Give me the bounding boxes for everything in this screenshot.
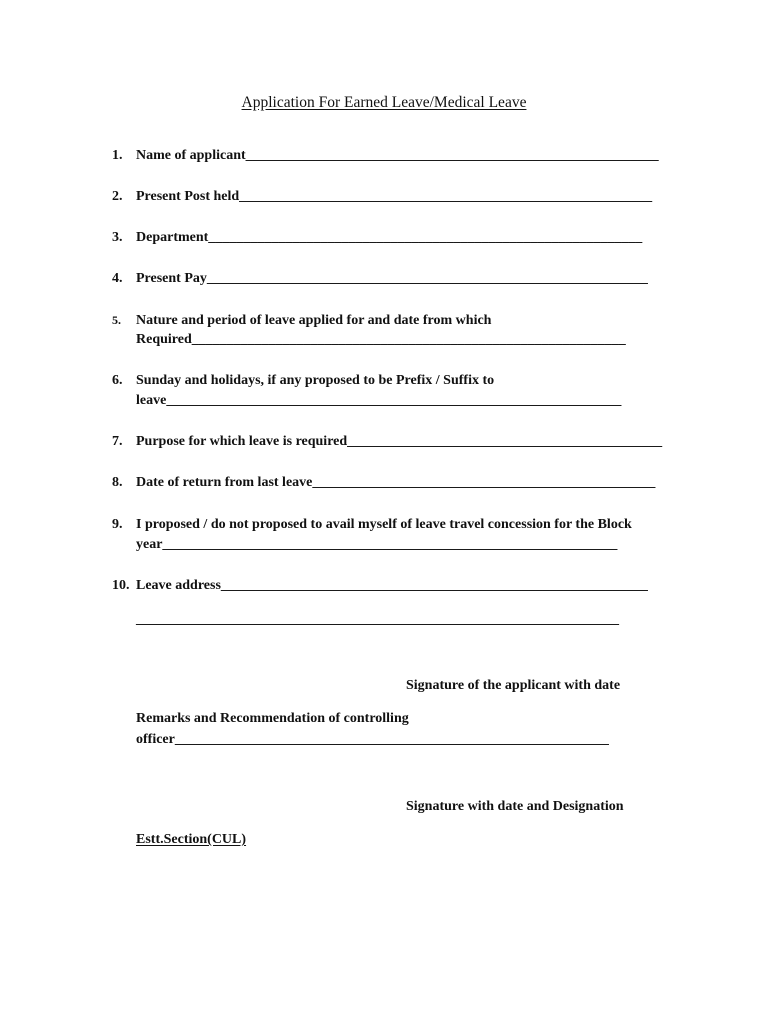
item-number: 5.	[112, 313, 121, 327]
field-sunday-holidays-continuation: leave_________________________________________________________________	[136, 393, 622, 408]
item-number: 8.	[112, 475, 123, 490]
field-label: Present Post held___________________________________________________________	[136, 189, 653, 204]
field-present-post-held	[112, 187, 652, 207]
field-label: Sunday and holidays, if any proposed to be Prefix / Suffix to	[136, 373, 495, 388]
estt-section-footer: Estt.Section(CUL)	[136, 832, 247, 847]
field-label: Name of applicant___________________________________________________________	[136, 148, 659, 163]
item-number: 10.	[112, 578, 130, 593]
item-number: 4.	[112, 271, 123, 286]
item-number: 2.	[112, 189, 123, 204]
field-leave-address	[112, 576, 648, 596]
item-number: 3.	[112, 230, 123, 245]
field-label: Nature and period of leave applied for and date from which	[136, 313, 492, 328]
item-number: 7.	[112, 434, 123, 449]
remarks-officer-line: officer______________________________________________________________	[136, 732, 609, 747]
field-leave-address-continuation: _____________________________________________________________________	[136, 612, 619, 627]
field-label: Present Pay_______________________________________________________________	[136, 271, 648, 286]
form-title: Application For Earned Leave/Medical Leave	[241, 94, 527, 111]
field-label: I proposed / do not proposed to avail myself of leave travel concession for the Block	[136, 517, 632, 532]
field-label: Date of return from last leave_________________________________________________	[136, 475, 656, 490]
field-nature-of-leave-continuation: Required______________________________________________________________	[136, 332, 626, 347]
field-leave-travel-concession-continuation: year_________________________________________________________________	[136, 537, 618, 552]
signature-applicant-label: Signature of the applicant with date	[406, 678, 621, 693]
field-sunday-holidays	[112, 371, 494, 391]
field-label: Leave address_____________________________________________________________	[136, 578, 648, 593]
field-label: Department______________________________________________________________	[136, 230, 643, 245]
field-leave-travel-concession	[112, 515, 632, 535]
field-nature-of-leave	[112, 310, 491, 331]
remarks-label: Remarks and Recommendation of controlling	[136, 711, 409, 726]
field-present-pay	[112, 269, 648, 289]
item-number: 6.	[112, 373, 123, 388]
item-number: 1.	[112, 148, 123, 163]
field-date-of-return	[112, 473, 655, 493]
field-label: Purpose for which leave is required_____________________________________________	[136, 434, 663, 449]
signature-designation-label: Signature with date and Designation	[406, 799, 624, 814]
field-purpose-of-leave	[112, 432, 662, 452]
item-number: 9.	[112, 517, 123, 532]
field-name-of-applicant	[112, 146, 659, 166]
field-department	[112, 228, 642, 248]
